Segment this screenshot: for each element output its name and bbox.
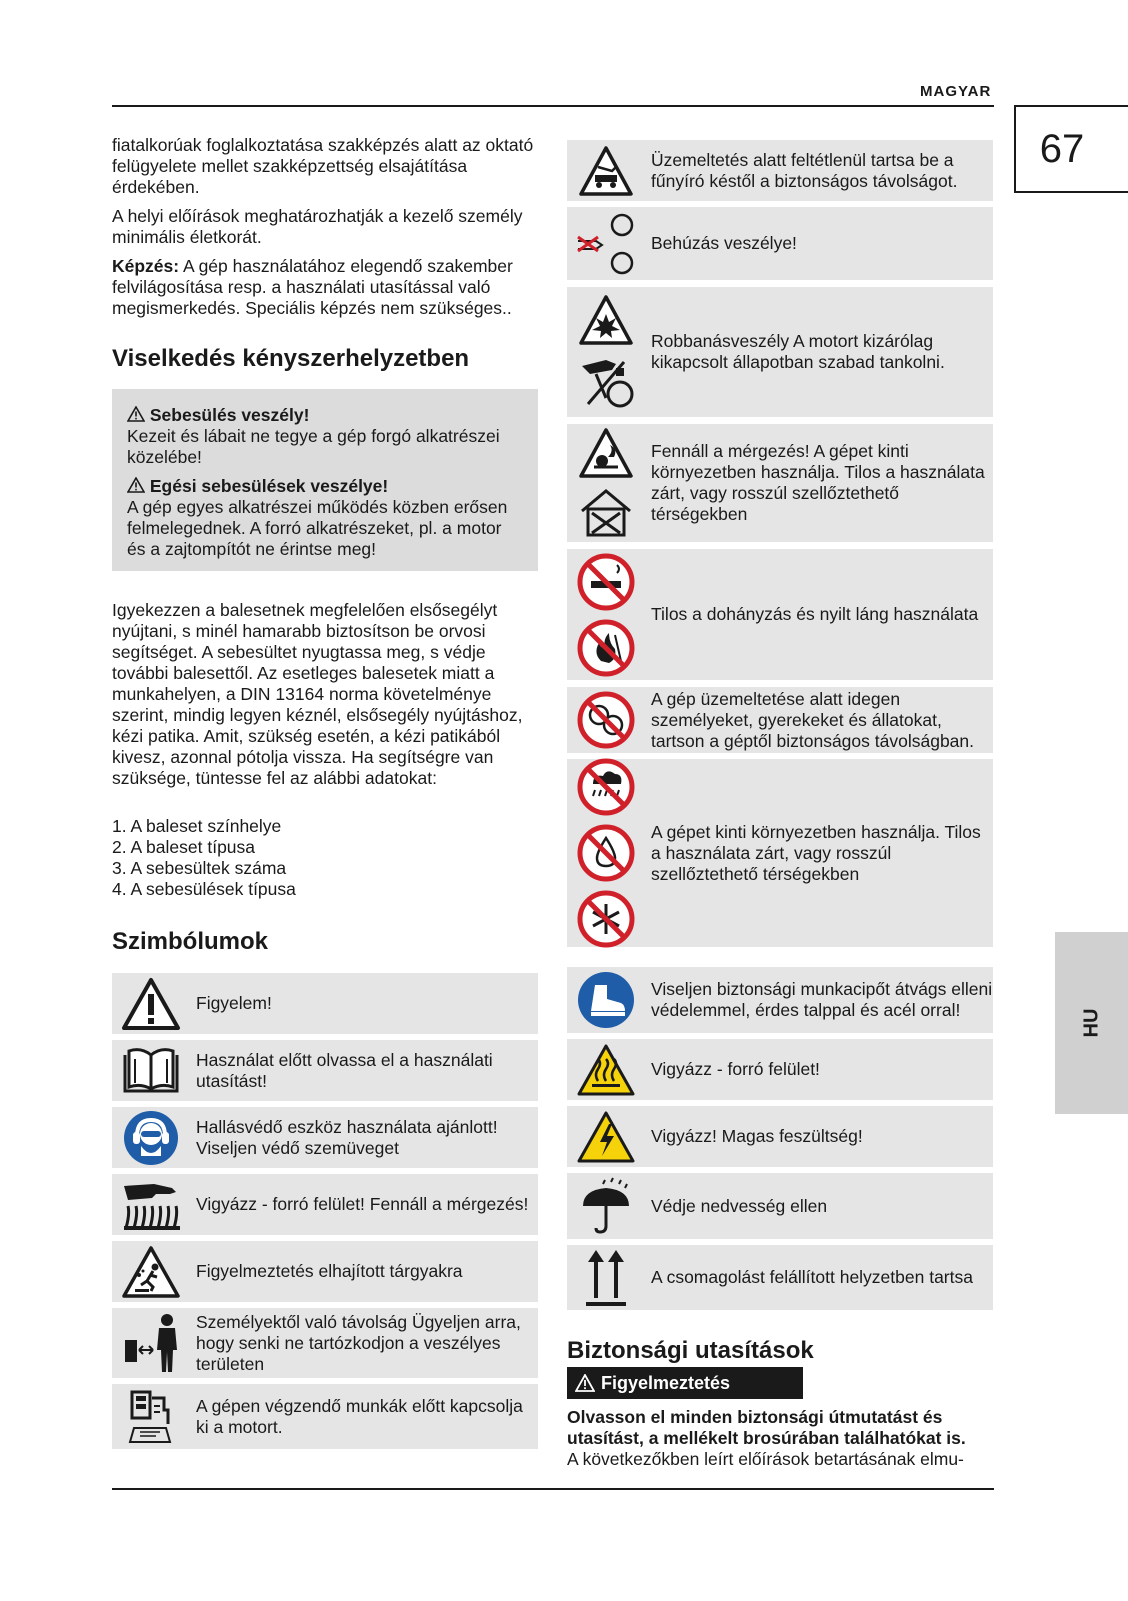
symbol-row bbox=[112, 1308, 538, 1378]
entanglement-icon bbox=[574, 211, 638, 277]
symbol-text: Használat előtt olvassa el a használati utasítást! bbox=[196, 1049, 493, 1091]
symbol-text: Üzemeltetés alatt feltétlenül tartsa be a fűnyíró késtől a biztonságos távolságot. bbox=[651, 149, 958, 191]
training-text: A gép használatához elegendő szakember felvilágosítása resp. a használati utasítással való megismerkedés. Speciális képzés nem szükséges.. bbox=[112, 256, 513, 318]
warning-triangle-icon bbox=[121, 977, 181, 1031]
no-indoor-icon bbox=[578, 487, 634, 539]
distance-person-icon bbox=[119, 1312, 183, 1374]
symbol-text: Védje nedvesség ellen bbox=[651, 1195, 828, 1216]
symbol-text: Vigyázz - forró felület! bbox=[651, 1059, 820, 1079]
warning-label-bar bbox=[567, 1367, 803, 1399]
no-water-icon bbox=[577, 824, 635, 882]
warning-small-icon bbox=[127, 477, 145, 493]
symbol-row bbox=[567, 1039, 993, 1100]
symbol-text: A gépet kinti környezetben használja. Tilos a használata zárt, vagy rosszúl szellőztethető térségekben bbox=[651, 821, 981, 884]
symbol-text: Hallásvédő eszköz használata ajánlott! Viseljen védő szemüveget bbox=[196, 1116, 498, 1158]
intro-text bbox=[112, 135, 538, 327]
symbol-text: A gép üzemeltetése alatt idegen személyeket, gyerekeket és állatokat, tartson a géptől biztonságos távolságban. bbox=[651, 688, 974, 751]
symbol-row bbox=[567, 287, 993, 417]
symbol-text: Vigyázz! Magas feszültség! bbox=[651, 1126, 863, 1146]
symbol-text: Robbanásveszély A motort kizárólag kikapcsolt állapotban szabad tankolni. bbox=[651, 331, 945, 372]
training-paragraph bbox=[112, 256, 538, 319]
warning-1-title: Sebesülés veszély! bbox=[149, 405, 310, 425]
ear-eye-protection-icon bbox=[123, 1110, 179, 1166]
symbol-text: A gépen végzendő munkák előtt kapcsolja ki a motort. bbox=[196, 1395, 523, 1437]
symbol-row bbox=[567, 759, 993, 947]
list-item: 2. A baleset típusa bbox=[112, 837, 256, 857]
safety-bold-text: Olvasson el minden biztonsági útmutatást és utasítást, a mellékelt brosúrában találhatókat is. bbox=[567, 1407, 966, 1448]
safety-boots-icon bbox=[577, 971, 635, 1029]
switch-off-engine-icon bbox=[126, 1388, 176, 1446]
list-item: 1. A baleset színhelye bbox=[112, 816, 282, 836]
symbols-heading: Szimbólumok bbox=[112, 928, 269, 955]
symbol-text: Vigyázz - forró felület! Fennáll a mérgezés! bbox=[196, 1194, 529, 1214]
toxic-fumes-icon bbox=[578, 427, 634, 479]
bottom-rule bbox=[112, 1488, 994, 1490]
symbol-row bbox=[112, 1384, 538, 1449]
symbol-text: Fennáll a mérgezés! A gépet kinti környezetben használja. Tilos a használata zárt, vagy rosszúl szellőztethető térségekben bbox=[651, 441, 985, 524]
warning-box bbox=[112, 389, 538, 571]
explosion-icon bbox=[578, 294, 634, 346]
symbol-text: Tilos a dohányzás és nyilt láng használata bbox=[651, 604, 979, 624]
keep-children-away-icon bbox=[577, 691, 635, 749]
symbol-row bbox=[112, 1040, 538, 1101]
warning-1 bbox=[127, 405, 523, 426]
symbol-row bbox=[567, 1173, 993, 1239]
language-side-tab bbox=[1055, 932, 1128, 1114]
list-item: 4. A sebesülések típusa bbox=[112, 879, 296, 899]
warning-small-icon bbox=[127, 406, 145, 422]
intro-paragraph-2: A helyi előírások meghatározhatják a kezelő személy minimális életkorát. bbox=[112, 206, 523, 247]
no-rain-icon bbox=[577, 758, 635, 816]
symbol-row bbox=[112, 973, 538, 1034]
page-number: 67 bbox=[1014, 105, 1128, 193]
symbol-row bbox=[567, 1106, 993, 1167]
warning-small-icon bbox=[575, 1374, 595, 1392]
warning-2-title: Egési sebesülések veszélye! bbox=[149, 476, 389, 496]
safety-body-text: A következőkben leírt előírások betartásának elmu- bbox=[567, 1449, 964, 1469]
warning-2-text: A gép egyes alkatrészei működés közben erősen felmelegednek. A forró alkatrészeket, pl. a motor és a zajtompítót ne érintse meg! bbox=[127, 497, 508, 559]
intro-paragraph-1: fiatalkorúak foglalkoztatása szakképzés alatt az oktató felügyelete mellet szakképzettség elsajátítása érdekében. bbox=[112, 135, 534, 197]
symbol-text: A csomagolást felállított helyzetben tartsa bbox=[651, 1267, 973, 1287]
symbol-row bbox=[112, 1174, 538, 1235]
manual-book-icon bbox=[119, 1045, 183, 1097]
warning-label: Figyelmeztetés bbox=[601, 1372, 731, 1393]
symbol-text: Figyelmeztetés elhajított tárgyakra bbox=[196, 1261, 463, 1281]
warning-1-text: Kezeit és lábait ne tegye a gép forgó alkatrészei közelébe! bbox=[127, 426, 500, 467]
symbol-row bbox=[567, 1245, 993, 1310]
symbol-row bbox=[112, 1107, 538, 1168]
flying-objects-icon bbox=[121, 1245, 181, 1299]
first-aid-text: Igyekezzen a balesetnek megfelelően elsősegélyt nyújtani, s minél hamarabb biztosítson be orvosi segítséget. A sebesültet nyugtassa meg, s védje további balesettől. Az esetleges balesetek miatt a munkahelyen, a DIN 13164 norma követelménye szerint, mindig legyen kéznél, elsősegély nyújtáshoz, kézi patika. Amit, szükség esetén, a kézi patikából kivesz, azonnal pótolja vissza. Ha segítségre van szüksége, tüntesse fel az alábbi adatokat: bbox=[112, 600, 523, 788]
top-rule bbox=[112, 105, 994, 107]
symbol-row bbox=[567, 549, 993, 680]
symbol-text: Figyelem! bbox=[196, 993, 272, 1013]
high-voltage-icon bbox=[576, 1110, 636, 1164]
language-label: MAGYAR bbox=[920, 83, 992, 100]
symbol-text: Személyektől való távolság Ügyeljen arra, hogy senki ne tartózkodjon a veszélyes területen bbox=[196, 1311, 521, 1374]
symbol-row bbox=[112, 1241, 538, 1302]
hot-surface-icon bbox=[576, 1043, 636, 1097]
symbol-row bbox=[567, 140, 993, 201]
accident-info-list bbox=[112, 816, 538, 900]
warning-2 bbox=[127, 476, 523, 497]
blade-distance-icon bbox=[578, 145, 634, 197]
keep-dry-icon bbox=[577, 1176, 635, 1236]
refuel-off-icon bbox=[576, 354, 636, 410]
symbol-text: Viseljen biztonsági munkacipőt átvágs elleni védelemmel, érdes talppal és acél orral! bbox=[651, 979, 993, 1020]
no-smoking-icon bbox=[577, 553, 635, 611]
this-way-up-icon bbox=[584, 1248, 628, 1308]
symbol-text: Behúzás veszélye! bbox=[651, 233, 797, 253]
side-tab-label: HU bbox=[1080, 1008, 1102, 1038]
symbol-row bbox=[567, 687, 993, 753]
emergency-heading: Viselkedés kényszerhelyzetben bbox=[112, 345, 470, 372]
no-open-flame-icon bbox=[577, 619, 635, 677]
symbol-row bbox=[567, 207, 993, 280]
no-frost-icon bbox=[577, 890, 635, 948]
safety-text bbox=[567, 1407, 993, 1470]
symbol-row bbox=[567, 424, 993, 542]
hot-hand-icon bbox=[120, 1178, 182, 1232]
training-label: Képzés: bbox=[112, 256, 180, 276]
symbol-row bbox=[567, 967, 993, 1033]
safety-heading: Biztonsági utasítások bbox=[567, 1337, 814, 1364]
list-item: 3. A sebesültek száma bbox=[112, 858, 287, 878]
